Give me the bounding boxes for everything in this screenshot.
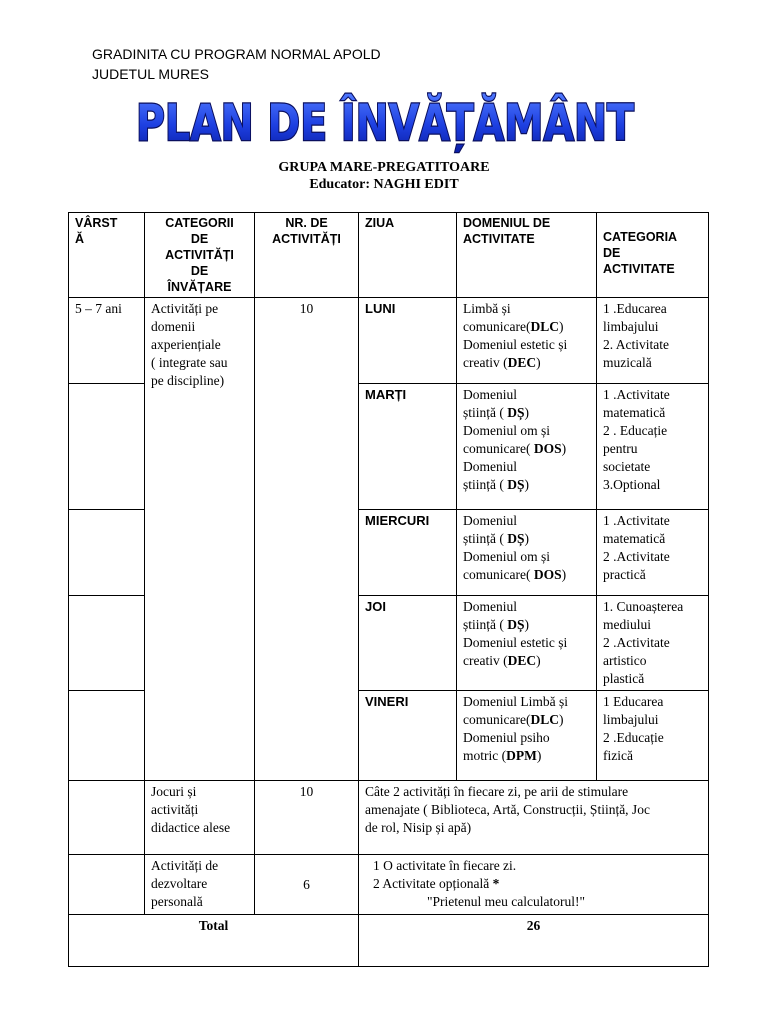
educator-name: Educator: NAGHI EDIT [309, 177, 459, 192]
header-domain: DOMENIUL DE ACTIVITATE [457, 213, 597, 298]
table-row-total [69, 915, 709, 967]
county-name: JUDETUL MURES [92, 66, 209, 82]
personal-item: 1 O activitate în fiecare zi. [373, 858, 517, 873]
header-day: ZIUA [359, 213, 457, 298]
games-count: 10 [255, 781, 359, 855]
domain-cell: Domeniul știință ( DȘ) Domeniul estetic și creativ (DEC) [457, 596, 597, 691]
table-row-personal [69, 855, 709, 915]
day-cell: MIERCURI [359, 510, 457, 596]
table-header-row [69, 213, 709, 298]
group-name: GRUPA MARE-PREGATITOARE [278, 160, 490, 175]
day-cell: MARȚI [359, 384, 457, 510]
header-age: VÂRST Ă [69, 213, 145, 298]
domain-cell: Domeniul știință ( DȘ) Domeniul om și comunicare( DOS) [457, 510, 597, 596]
age-value: 5 – 7 ani [69, 298, 145, 384]
personal-item: 2 Activitate opțională * [373, 876, 500, 891]
category-cell: 1 Educarea limbajului 2 .Educație fizică [597, 691, 709, 781]
day-cell: LUNI [359, 298, 457, 384]
category-cell: 1 .Activitate matematică 2 .Activitate practică [597, 510, 709, 596]
age-cell-empty [69, 510, 145, 596]
table-row-luni [69, 298, 709, 384]
day-cell: JOI [359, 596, 457, 691]
kindergarten-name: GRADINITA CU PROGRAM NORMAL APOLD [92, 46, 381, 62]
day-cell: VINERI [359, 691, 457, 781]
age-cell-empty [69, 855, 145, 915]
age-cell-empty [69, 384, 145, 510]
category-cell: 1. Cunoașterea mediului 2 .Activitate artistico plastică [597, 596, 709, 691]
games-label: Jocuri și activități didactice alese [145, 781, 255, 855]
personal-label: Activități de dezvoltare personală [145, 855, 255, 915]
personal-count: 6 [255, 855, 359, 915]
plan-title: PLAN DE ÎNVĂȚĂMÂNT [136, 94, 767, 152]
domain-cell: Limbă și comunicare(DLC) Domeniul estetic și creativ (DEC) [457, 298, 597, 384]
games-description: Câte 2 activități în fiecare zi, pe arii de stimulare amenajate ( Biblioteca, Artă, Construcții, Știință, Joc de rol, Nisip și apă) [359, 781, 709, 855]
category-cell: 1 .Activitate matematică 2 . Educație pentru societate 3.Optional [597, 384, 709, 510]
total-value: 26 [359, 915, 709, 967]
age-cell-empty [69, 781, 145, 855]
total-label: Total [69, 915, 359, 967]
domain-cell: Domeniul Limbă și comunicare(DLC) Domeniul psiho motric (DPM) [457, 691, 597, 781]
header-category: CATEGORIA DE ACTIVITATE [597, 213, 709, 298]
optional-activity-title: "Prietenul meu calculatorul!" [427, 894, 585, 909]
header-categories: CATEGORII DE ACTIVITĂȚI DE ÎNVĂȚARE [145, 213, 255, 298]
age-cell-empty [69, 596, 145, 691]
count-domain-activities: 10 [255, 298, 359, 781]
personal-description [359, 855, 709, 915]
table-row-games [69, 781, 709, 855]
plan-title-banner [132, 90, 767, 152]
age-cell-empty [69, 691, 145, 781]
plan-table [68, 212, 709, 967]
domain-cell: Domeniul știință ( DȘ) Domeniul om și comunicare( DOS) Domeniul știință ( DȘ) [457, 384, 597, 510]
category-cell: 1 .Educarea limbajului 2. Activitate muzicală [597, 298, 709, 384]
header-count: NR. DE ACTIVITĂȚI [255, 213, 359, 298]
category-domain-activities: Activități pe domenii axperiențiale ( integrate sau pe discipline) [145, 298, 255, 781]
